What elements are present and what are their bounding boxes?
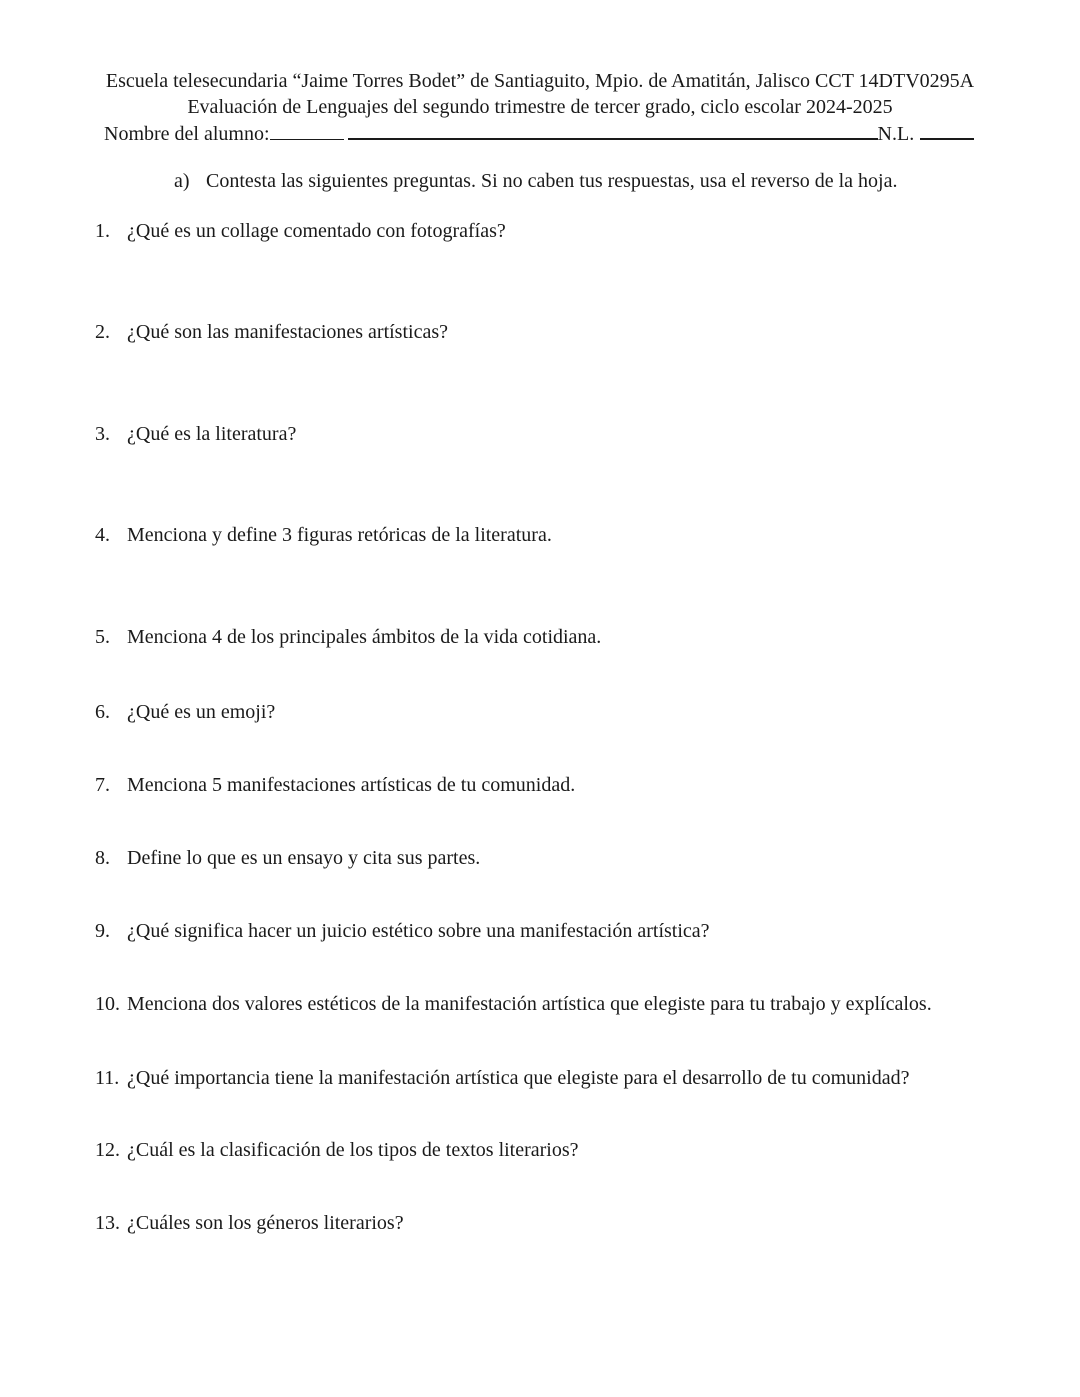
instruction [174, 169, 898, 193]
question-item [95, 1138, 579, 1162]
list-number-blank[interactable] [920, 119, 974, 140]
question-number: 10. [95, 993, 120, 1015]
question-item [95, 523, 552, 547]
question-item [95, 625, 601, 649]
question-number: 6. [95, 701, 110, 723]
question-text: ¿Cuáles son los géneros literarios? [127, 1212, 404, 1234]
school-header: Escuela telesecundaria “Jaime Torres Bodet” de Santiaguito, Mpio. de Amatitán, Jalisco CCT 14DTV0295A [105, 70, 975, 92]
student-name-row [104, 119, 974, 146]
question-item [95, 1066, 909, 1090]
question-number: 9. [95, 920, 110, 942]
instruction-marker: a) [174, 170, 190, 192]
question-text: Menciona dos valores estéticos de la manifestación artística que elegiste para tu trabajo y explícalos. [127, 993, 932, 1015]
question-text: ¿Qué significa hacer un juicio estético sobre una manifestación artística? [127, 920, 710, 942]
question-number: 4. [95, 524, 110, 546]
question-number: 7. [95, 774, 110, 796]
question-item [95, 846, 480, 870]
question-item [95, 773, 575, 797]
question-text: ¿Qué es la literatura? [127, 423, 297, 445]
question-item [95, 700, 275, 724]
question-item [95, 422, 296, 446]
question-item [95, 320, 448, 344]
question-number: 2. [95, 321, 110, 343]
question-number: 8. [95, 847, 110, 869]
question-text: ¿Qué es un emoji? [127, 701, 276, 723]
question-text: ¿Cuál es la clasificación de los tipos de textos literarios? [127, 1139, 579, 1161]
question-text: ¿Qué importancia tiene la manifestación artística que elegiste para el desarrollo de tu comunidad? [127, 1067, 910, 1089]
question-number: 1. [95, 220, 110, 242]
question-text: Menciona 5 manifestaciones artísticas de tu comunidad. [127, 774, 576, 796]
question-number: 3. [95, 423, 110, 445]
question-number: 12. [95, 1139, 120, 1161]
question-item [95, 219, 506, 243]
list-number-label: N.L. [877, 123, 915, 145]
question-number: 11. [95, 1067, 120, 1089]
question-text: ¿Qué son las manifestaciones artísticas? [127, 321, 448, 343]
question-item [95, 992, 932, 1016]
student-name-blank[interactable] [348, 119, 878, 140]
question-number: 5. [95, 626, 110, 648]
question-item [95, 919, 710, 943]
question-text: Menciona y define 3 figuras retóricas de la literatura. [127, 524, 552, 546]
exam-title: Evaluación de Lenguajes del segundo trimestre de tercer grado, ciclo escolar 2024-2025 [187, 96, 893, 118]
student-name-blank-short[interactable] [270, 120, 344, 140]
question-text: Define lo que es un ensayo y cita sus partes. [127, 847, 481, 869]
instruction-text: Contesta las siguientes preguntas. Si no caben tus respuestas, usa el reverso de la hoja. [206, 170, 898, 192]
question-text: Menciona 4 de los principales ámbitos de la vida cotidiana. [127, 626, 602, 648]
question-text: ¿Qué es un collage comentado con fotografías? [127, 220, 506, 242]
question-number: 13. [95, 1212, 120, 1234]
question-item [95, 1211, 404, 1235]
student-name-label: Nombre del alumno: [104, 123, 270, 145]
